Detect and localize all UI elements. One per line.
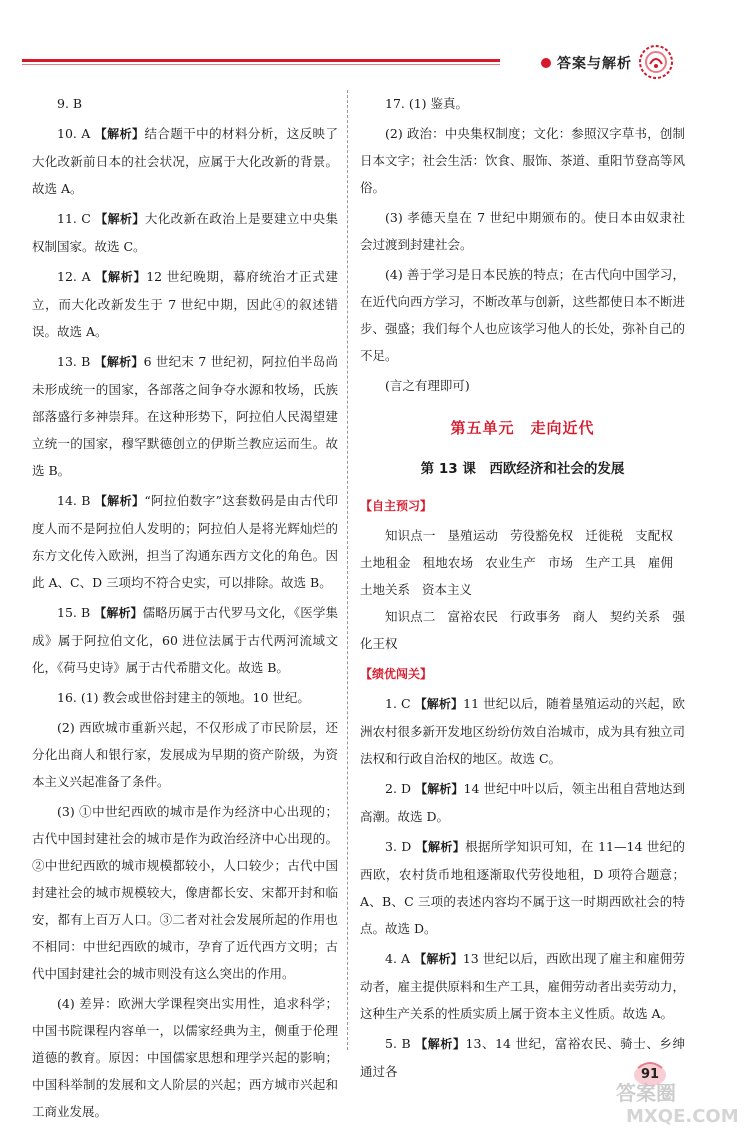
answer-number: 14. B <box>57 493 95 508</box>
answer-number: 10. A <box>57 126 95 141</box>
answer-number: 5. B <box>385 1036 416 1051</box>
answer-paragraph <box>360 833 685 942</box>
answer-number: 4. A <box>385 951 415 966</box>
column-divider <box>347 90 348 1050</box>
knowledge-term: 土地租金 <box>360 555 411 570</box>
knowledge-term: 生产工具 <box>585 555 636 570</box>
answer-paragraph <box>360 90 685 117</box>
answer-paragraph <box>360 945 685 1027</box>
answer-paragraph <box>32 714 338 795</box>
answer-text: 结合题干中的材料分析，这反映了大化改新前日本的社会状况，应属于大化改新的背景。故选 A。 <box>32 126 338 196</box>
answer-paragraph <box>360 372 685 399</box>
answer-text: 13、14 世纪，富裕农民、骑士、乡绅通过各 <box>360 1036 685 1079</box>
answer-number: 2. D <box>385 781 416 796</box>
analysis-tag: 【解析】 <box>94 494 145 508</box>
unit-title: 第五单元 走向近代 <box>450 419 595 437</box>
knowledge-term: 迁徙税 <box>585 528 624 543</box>
analysis-tag: 【解析】 <box>414 952 463 966</box>
answer-paragraph <box>32 487 338 596</box>
answer-text: 11 世纪以后，随着垦殖运动的兴起，欧洲农村很多新开发地区纷纷仿效自治城市，成为具有独立司法权和行政自治权的地区。故选 C。 <box>360 696 686 766</box>
answer-paragraph <box>32 348 338 484</box>
answer-text: 9. B <box>57 96 83 111</box>
analysis-tag: 【解析】 <box>415 840 466 854</box>
knowledge-term: 商人 <box>572 609 598 624</box>
answer-text: 大化改新在政治上是要建立中央集权制国家。故选 C。 <box>32 211 338 254</box>
header-title: 答案与解析 <box>557 56 632 72</box>
analysis-tag: 【解析】 <box>95 270 147 284</box>
knowledge-term: 农业生产 <box>485 555 536 570</box>
answer-text: “阿拉伯数字”这套数码是由古代印度人而不是阿拉伯人发明的；阿拉伯人是将光辉灿烂的东方文化传入欧洲，担当了沟通东西方文化的角色。因此 A、C、D 三项均不符合史实，可以排除。故选 B。 <box>32 493 338 590</box>
answer-paragraph <box>360 261 685 369</box>
answer-text: 儒略历属于古代罗马文化，《医学集成》属于阿拉伯文化，60 进位法属于古代两河流域文化，《荷马史诗》属于古代希腊文化。故选 B。 <box>32 605 338 675</box>
preview-section-label: 【自主预习】 <box>360 499 433 513</box>
knowledge-term: 土地关系 <box>360 582 411 597</box>
analysis-tag: 【解析】 <box>94 606 143 620</box>
analysis-tag: 【解析】 <box>95 212 145 226</box>
answer-number: 3. D <box>385 839 416 854</box>
knowledge-term: 强化王权 <box>360 609 685 651</box>
answer-text: (2) 西欧城市重新兴起，不仅形成了市民阶层，还分化出商人和银行家，发展成为早期的资产阶级，为资本主义兴起准备了条件。 <box>32 720 338 789</box>
knowledge-point-1 <box>360 522 685 603</box>
analysis-tag: 【解析】 <box>414 697 464 711</box>
answer-text: (言之有理即可) <box>385 378 470 393</box>
answer-paragraph <box>360 690 685 772</box>
answer-paragraph <box>32 599 338 681</box>
answer-paragraph <box>32 263 338 345</box>
watermark-text-en: MXQE.COM <box>626 1106 739 1127</box>
answer-number: 15. B <box>57 605 95 620</box>
analysis-tag: 【解析】 <box>94 355 144 369</box>
answer-text: (3) ①中世纪西欧的城市是作为经济中心出现的；古代中国封建社会的城市是作为政治经济中心出现的。②中世纪西欧的城市规模都较小，人口较少；古代中国封建社会的城市规模较大，像唐都长安、宋都开封和临安，都有上百万人口。③二者对社会发展所起的作用也不相同：中世纪西欧的城市，孕育了近代西方文明；古代中国封建社会的城市则没有这么突出的作用。 <box>32 804 338 981</box>
flower-logo-icon <box>636 42 676 82</box>
knowledge-term: 租地农场 <box>422 555 474 570</box>
answer-text: (2) 政治：中央集权制度；文化：参照汉字草书，创制日本文字；社会生活：饮食、服饰、茶道、重阳节登高等风俗。 <box>360 126 686 195</box>
answer-text: 14 世纪中叶以后，领主出租自营地达到高潮。故选 D。 <box>360 781 685 824</box>
answer-paragraph <box>32 798 338 987</box>
answer-text: (4) 差异：欧洲大学课程突出实用性，追求科学；中国书院课程内容单一，以儒家经典为主，侧重于伦理道德的教育。原因：中国儒家思想和理学兴起的影响；中国科举制的发展和文人阶层的兴起；西方城市兴起和工商业发展。 <box>32 996 338 1119</box>
knowledge-term: 资本主义 <box>422 582 473 597</box>
answer-paragraph <box>32 684 338 711</box>
knowledge-term: 契约关系 <box>609 609 661 624</box>
analysis-tag: 【解析】 <box>415 1037 466 1051</box>
knowledge-term: 劳役豁免权 <box>510 528 574 543</box>
watermark-text-cn: 答案圈 <box>616 1081 676 1105</box>
header-bullet-icon <box>541 58 551 68</box>
knowledge-point-1-label: 知识点一 <box>385 528 436 543</box>
answer-paragraph <box>360 120 685 201</box>
knowledge-term: 行政事务 <box>510 609 561 624</box>
answer-paragraph <box>32 120 338 202</box>
analysis-tag: 【解析】 <box>94 127 145 141</box>
right-column <box>360 90 685 1088</box>
answer-number: 1. C <box>385 696 415 711</box>
answer-number: 13. B <box>57 354 95 369</box>
knowledge-term: 雇佣 <box>647 555 673 570</box>
knowledge-term: 富裕农民 <box>447 609 499 624</box>
answer-paragraph <box>32 990 338 1125</box>
answer-paragraph <box>360 204 685 258</box>
knowledge-point-2-label: 知识点二 <box>385 609 436 624</box>
answer-text: 12 世纪晚期，幕府统治才正式建立，而大化改新发生于 7 世纪中期，因此④的叙述错误。故选 A。 <box>32 269 338 339</box>
header-rule-thin <box>22 64 500 65</box>
answer-paragraph <box>360 775 685 830</box>
answer-text: 13 世纪以后，西欧出现了雇主和雇佣劳动者，雇主提供原料和生产工具，雇佣劳动者出卖劳动力，这种生产关系的性质实质上属于资本主义性质。故选 A。 <box>360 951 686 1021</box>
answer-paragraph <box>32 90 338 117</box>
knowledge-term: 垦殖运动 <box>447 528 499 543</box>
watermark-logo <box>612 1078 744 1128</box>
knowledge-point-2 <box>360 603 685 657</box>
answer-number: 12. A <box>57 269 96 284</box>
lesson-title: 第 13 课 西欧经济和社会的发展 <box>420 461 625 477</box>
answer-text: 16. (1) 教会或世俗封建主的领地。10 世纪。 <box>57 690 310 705</box>
answer-number: 11. C <box>57 211 96 226</box>
answer-text: (3) 孝德天皇在 7 世纪中期颁布的。使日本由奴隶社会过渡到封建社会。 <box>360 210 685 252</box>
knowledge-term: 支配权 <box>635 528 673 543</box>
left-column <box>32 90 338 1128</box>
answer-text: 6 世纪末 7 世纪初，阿拉伯半岛尚未形成统一的国家，各部落之间争夺水源和牧场，氏族部落盛行多神崇拜。在这种形势下，阿拉伯人民渴望建立统一的国家，穆罕默德创立的伊斯兰教应运而生。故选 B。 <box>32 354 338 478</box>
analysis-tag: 【解析】 <box>415 782 464 796</box>
answer-paragraph <box>32 205 338 260</box>
practice-section-label: 【绩优闯关】 <box>360 667 433 681</box>
answer-text: 17. (1) 鉴真。 <box>385 96 469 111</box>
page-number-text: 91 <box>640 1066 660 1082</box>
knowledge-term: 市场 <box>547 555 574 570</box>
header-rule <box>22 59 500 62</box>
answer-text: 根据所学知识可知，在 11—14 世纪的西欧，农村货币地租逐渐取代劳役地租，D 项符合题意；A、B、C 三项的表述内容均不属于这一时期西欧社会的特点。故选 D。 <box>360 839 685 936</box>
answer-text: (4) 善于学习是日本民族的特点；在古代向中国学习，在近代向西方学习，不断改革与创新，这些都使日本不断进步、强盛；我们每个人也应该学习他人的长处，弥补自己的不足。 <box>360 267 686 363</box>
